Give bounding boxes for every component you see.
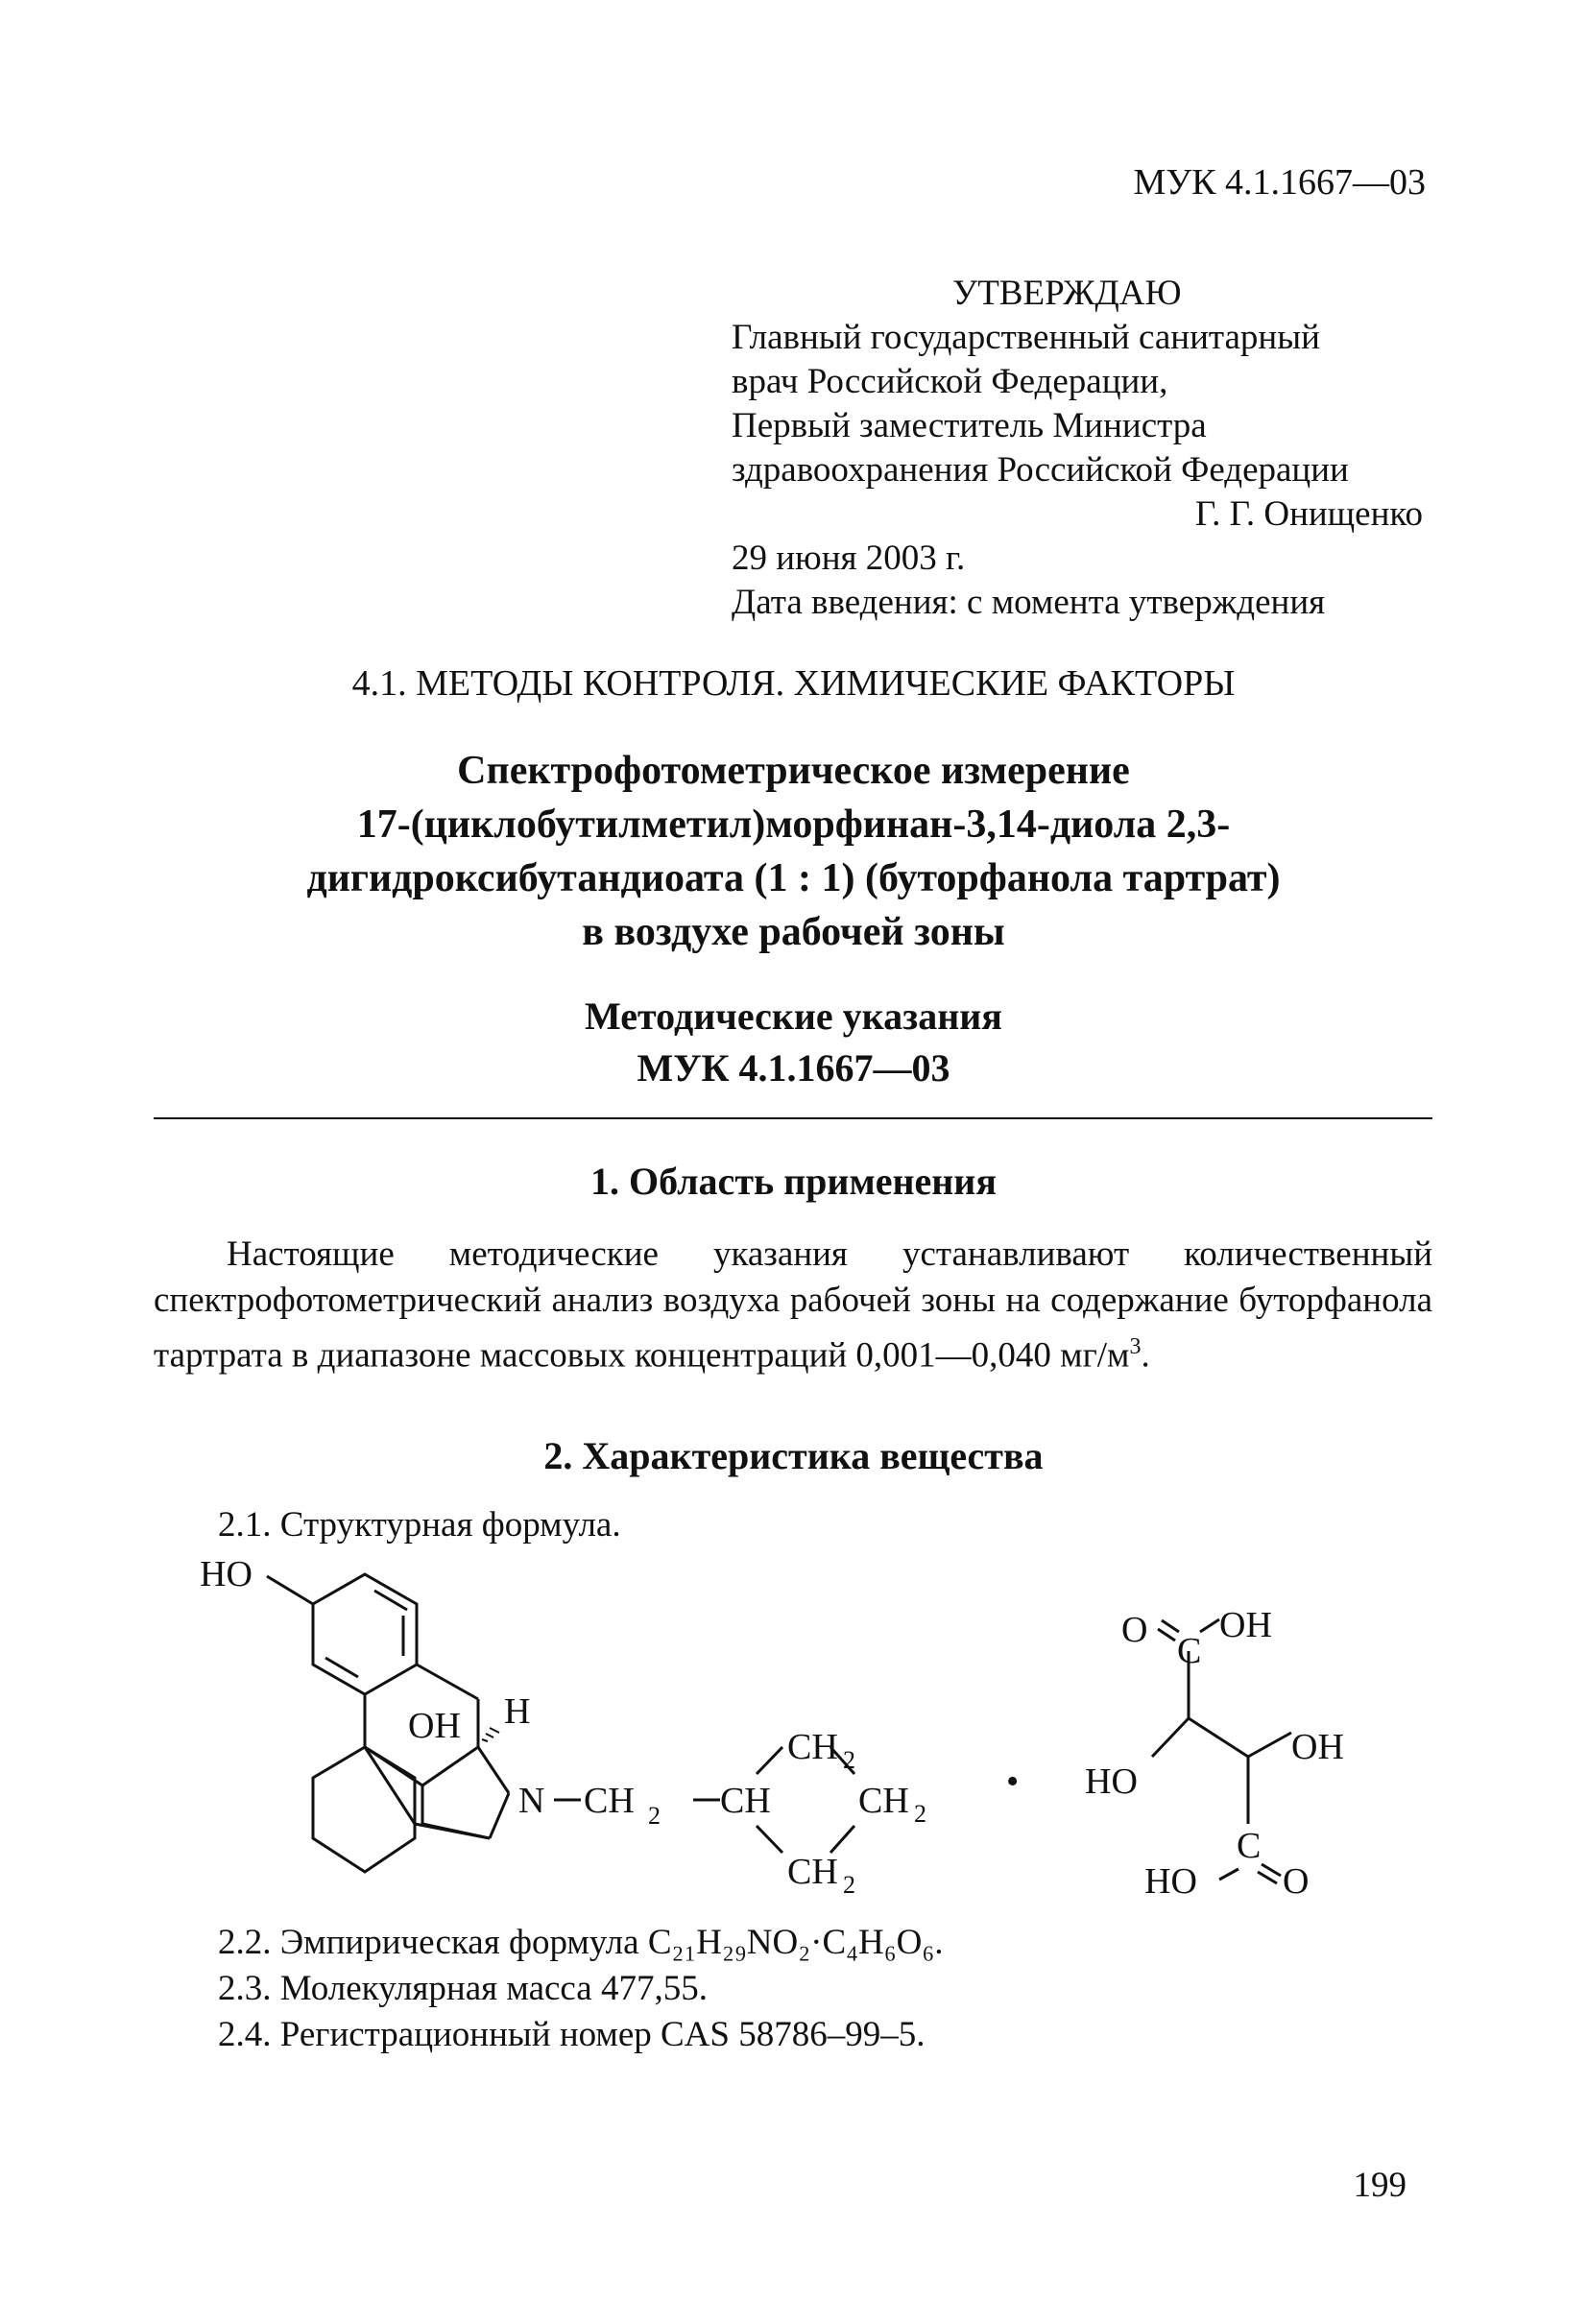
ho-label: HO [200, 1554, 252, 1594]
h-label: H [504, 1691, 531, 1732]
title-line: Спектрофотометрическое измерение [457, 749, 1130, 793]
ch-label: CH [720, 1781, 771, 1821]
section2-heading: 2. Характеристика вещества [543, 1434, 1044, 1477]
approval-signer: Г. Г. Онищенко [1194, 494, 1423, 534]
ch2-label: CH [858, 1781, 909, 1821]
oh-label: OH [408, 1706, 461, 1746]
subtitle-line: Методические указания [585, 994, 1002, 1038]
approval-line: Первый заместитель Министра [732, 406, 1207, 445]
approval-line: здравоохранения Российской Федерации [732, 450, 1349, 490]
item-2-1: 2.1. Структурная формула. [218, 1505, 621, 1545]
subscript-2: 2 [843, 1871, 855, 1899]
paragraph-text: Настоящие методические указания устанавливают количественный спектрофотометрический анализ воздуха рабочей зоны на содержание буторфанола тартрата в диапазоне массовых концентраций 0,001—0,040 мг/м [154, 1234, 1432, 1376]
ch2-label: CH [584, 1781, 635, 1821]
approval-head: УТВЕРЖДАЮ [952, 274, 1182, 313]
approval-line: врач Российской Федерации, [732, 362, 1168, 401]
c-label: C [1177, 1631, 1202, 1671]
superscript: 3 [1129, 1334, 1142, 1359]
section1-heading: 1. Область применения [590, 1160, 997, 1203]
item-text: 2.2. Эмпирическая формула [218, 1923, 648, 1962]
ch2-label: CH [787, 1727, 838, 1767]
item-2-3: 2.3. Молекулярная масса 477,55. [218, 1969, 708, 2008]
ho-label: HO [1144, 1861, 1197, 1902]
title-line: 17-(циклобутилметил)морфинан-3,14-диола 2,3- [356, 803, 1231, 847]
hashed-bond [482, 1728, 499, 1741]
salt-dot: • [1006, 1761, 1020, 1802]
o-label: O [1283, 1861, 1310, 1902]
oh-label: OH [1291, 1727, 1344, 1767]
ho-label: HO [1085, 1761, 1138, 1802]
subscript-2: 2 [843, 1746, 855, 1774]
approval-date: 29 июня 2003 г. [732, 539, 966, 578]
approval-line: Главный государственный санитарный [732, 318, 1320, 357]
introduction-date: Дата введения: с момента утверждения [732, 583, 1326, 622]
title-line: в воздухе рабочей зоны [582, 910, 1005, 954]
c-label: C [1237, 1826, 1262, 1866]
empirical-formula: C₂₁H₂₉NO₂·C₄H₆O₆. [647, 1923, 944, 1962]
item-2-4: 2.4. Регистрационный номер CAS 58786–99–5. [218, 2015, 926, 2054]
o-label: O [1121, 1610, 1148, 1650]
subscript-2: 2 [914, 1800, 926, 1828]
oh-label: OH [1219, 1605, 1272, 1645]
page-number: 199 [1353, 2166, 1407, 2205]
ch2-label: CH [787, 1852, 838, 1892]
n-label: N [518, 1781, 545, 1821]
subscript-2: 2 [648, 1802, 661, 1830]
document-code: МУК 4.1.1667—03 [1133, 162, 1426, 203]
title-line: дигидроксибутандиоата (1 : 1) (буторфанола тартрат) [306, 856, 1281, 900]
subtitle-code: МУК 4.1.1667—03 [637, 1046, 950, 1090]
item-2-2 [218, 1922, 944, 1963]
section-heading: 4.1. МЕТОДЫ КОНТРОЛЯ. ХИМИЧЕСКИЕ ФАКТОРЫ [351, 663, 1236, 704]
paragraph-end: . [1141, 1335, 1150, 1376]
